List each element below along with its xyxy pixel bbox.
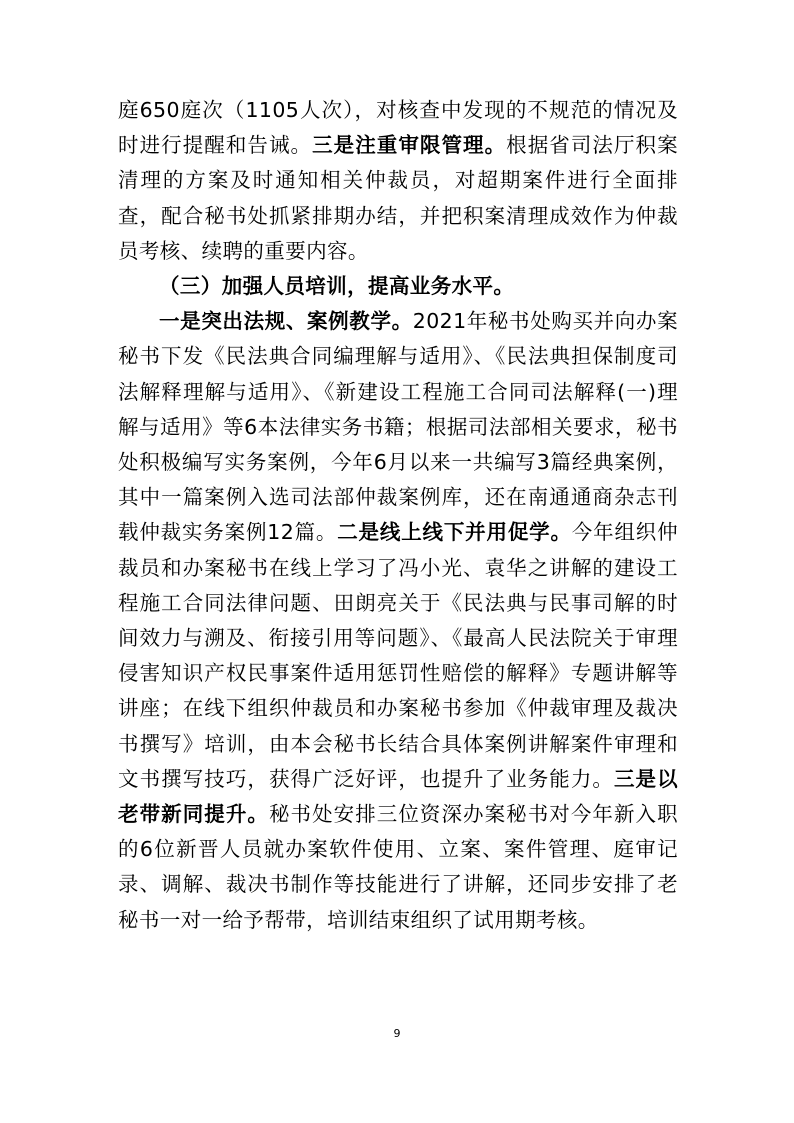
- paragraph-text: 庭650庭次（1105人次），对核查中发现的不规范的情况及时进行提醒和告诫。: [118, 98, 678, 158]
- section-heading: （三）加强人员培训，提高业务水平。: [159, 274, 515, 299]
- bold-lead-text: 二是线上线下并用促学。: [337, 520, 572, 545]
- paragraph-text: 2021年秘书处购买并向办案秘书下发《民法典合同编理解与适用》、《民法典担保制度司法解释理解与适用》、《新建设工程施工合同司法解释(一)理解与适用》等6本法律实务书籍；根据司法部相关要求，秘书处积极编写实务案例，今年6月以来一共编写3篇经典案例，其中一篇案例入选司法部仲裁案例库，还在南通通商杂志刊载仲裁实务案例12篇。: [118, 309, 678, 545]
- paragraph-text: 今年组织仲裁员和办案秘书在线上学习了冯小光、袁华之讲解的建设工程施工合同法律问题、田朗亮关于《民法典与民事司解的时间效力与溯及、衔接引用等问题》、《最高人民法院关于审理侵害知识产权民事案件适用惩罚性赔偿的解释》专题讲解等讲座；在线下组织仲裁员和办案秘书参加《仲裁审理及裁决书撰写》培训，由本会秘书长结合具体案例讲解案件审理和文书撰写技巧，获得广泛好评，也提升了业务能力。: [118, 520, 678, 791]
- paragraph-review-management: [118, 93, 678, 269]
- bold-lead-text: 三是以老带新同提升。: [118, 766, 678, 827]
- paragraph-text: 根据省司法厅积案清理的方案及时通知相关仲裁员，对超期案件进行全面排查，配合秘书处抓紧排期办结，并把积案清理成效作为仲裁员考核、续聘的重要内容。: [118, 133, 678, 263]
- bold-lead-text: 一是突出法规、案例教学。: [159, 309, 413, 334]
- bold-lead-text: 三是注重审限管理。: [312, 133, 507, 158]
- document-body: [118, 93, 678, 938]
- paragraph-text: 秘书处安排三位资深办案秘书对今年新入职的6位新晋人员就办案软件使用、立案、案件管理、庭审记录、调解、裁决书制作等技能进行了讲解，还同步安排了老秘书一对一给予帮带，培训结束组织了试用期考核。: [118, 802, 678, 932]
- paragraph-staff-training: [118, 304, 678, 938]
- page-number: 9: [393, 1027, 401, 1040]
